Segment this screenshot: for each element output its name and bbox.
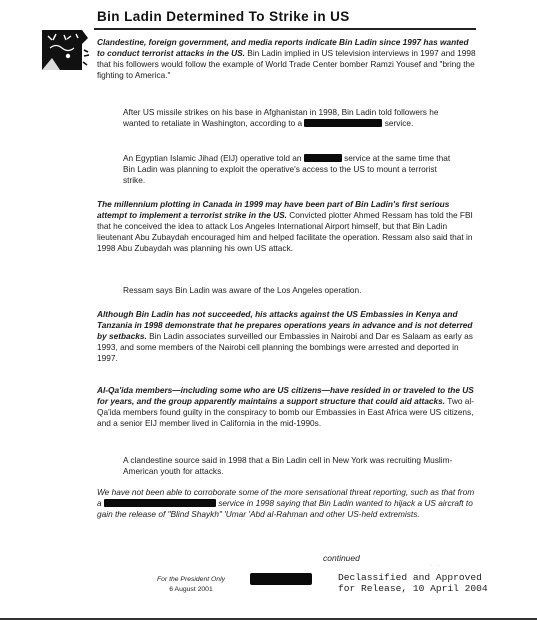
paragraph-intro-body: Bin Ladin implied in US television interviews in 1997 and 1998 that his followers would follow the example of World Trade Center bomber Ramzi Yousef and "bring the fighting to America." (97, 48, 476, 80)
footer-classification (148, 575, 234, 595)
paragraph-alqaida-members (97, 385, 477, 429)
page-bottom-rule (0, 618, 537, 620)
paragraph-ressam (123, 285, 453, 296)
paragraph-new-york-cell (123, 455, 453, 477)
paragraph-embassy-attacks-lead: Although Bin Ladin has not succeeded, his attacks against the US Embassies in Kenya and Tanzania in 1998 demonstrate that he prepares operations years in advance and is not deterred by setbacks. (97, 309, 473, 341)
title-underline (94, 28, 476, 30)
paragraph-eij-operative (123, 153, 453, 186)
paragraph-threat-reporting-tail: service in 1998 saying that Bin Ladin wanted to hijack a US aircraft to gain the release of "Blind Shaykh" 'Umar 'Abd al-Rahman and other US-held extremists. (97, 498, 473, 519)
scan-marks: · · (430, 563, 442, 569)
redaction-bar (250, 573, 312, 585)
paragraph-alqaida-members-body: Two al-Qa'ida members found guilty in the conspiracy to bomb our Embassies in East Africa were US citizens, and a senior EIJ member lived in California in the mid-1990s. (97, 396, 474, 428)
paragraph-eij-operative-tail: service at the same time that Bin Ladin was planning to exploit the operative's access to the US to mount a terrorist strike. (123, 153, 451, 185)
document-title: Bin Ladin Determined To Strike in US (97, 9, 350, 24)
paragraph-millennium-plotting-lead: The millennium plotting in Canada in 1999 may have been part of Bin Ladin's first serious attempt to implement a terrorist strike in the US. (97, 199, 450, 220)
paragraph-missile-strikes-tail: service. (382, 118, 414, 128)
paragraph-threat-reporting (97, 487, 477, 520)
paragraph-ressam-text: Ressam says Bin Ladin was aware of the Los Angeles operation. (123, 285, 362, 295)
paragraph-eij-operative-text: An Egyptian Islamic Jihad (EIJ) operative told an (123, 153, 304, 163)
seal-icon (40, 30, 90, 72)
paragraph-intro (97, 37, 477, 81)
declassification-line-1: Declassified and Approved (338, 572, 482, 583)
footer-date: 6 August 2001 (169, 586, 213, 593)
declassification-line-2: for Release, 10 April 2004 (338, 583, 488, 594)
paragraph-millennium-plotting-body: Convicted plotter Ahmed Ressam has told the FBI that he conceived the idea to attack Los Angeles International Airport himself, but that Bin Ladin lieutenant Abu Zubaydah encouraged him and helped facilitate the operation. Ressam also said that in 1998 Abu Zubaydah was planning his own US attack. (97, 210, 473, 253)
paragraph-missile-strikes (123, 107, 453, 129)
footer-audience: For the President Only (157, 576, 225, 583)
paragraph-threat-reporting-text: We have not been able to corroborate some of the more sensational threat reporting, such as that from a (97, 487, 475, 508)
continued-label: continued (323, 553, 360, 563)
paragraph-alqaida-members-lead: Al-Qa'ida members—including some who are US citizens—have resided in or traveled to the US for years, and the group apparently maintains a support structure that could aid attacks. (97, 385, 474, 406)
redaction-bar (304, 119, 382, 127)
declassification-stamp (338, 572, 488, 594)
redaction-bar (304, 154, 342, 162)
paragraph-missile-strikes-text: After US missile strikes on his base in Afghanistan in 1998, Bin Ladin told followers he wanted to retaliate in Washington, according to a (123, 107, 439, 128)
paragraph-embassy-attacks-body: Bin Ladin associates surveilled our Embassies in Nairobi and Dar es Salaam as early as 1993, and some members of the Nairobi cell planning the bombings were arrested and deported in 1997. (97, 331, 473, 363)
paragraph-new-york-cell-text: A clandestine source said in 1998 that a Bin Ladin cell in New York was recruiting Muslim-American youth for attacks. (123, 455, 453, 476)
paragraph-embassy-attacks (97, 309, 477, 364)
redaction-bar (104, 499, 216, 507)
paragraph-intro-lead: Clandestine, foreign government, and media reports indicate Bin Ladin since 1997 has wanted to conduct terrorist attacks in the US. (97, 37, 469, 58)
paragraph-millennium-plotting (97, 199, 477, 254)
